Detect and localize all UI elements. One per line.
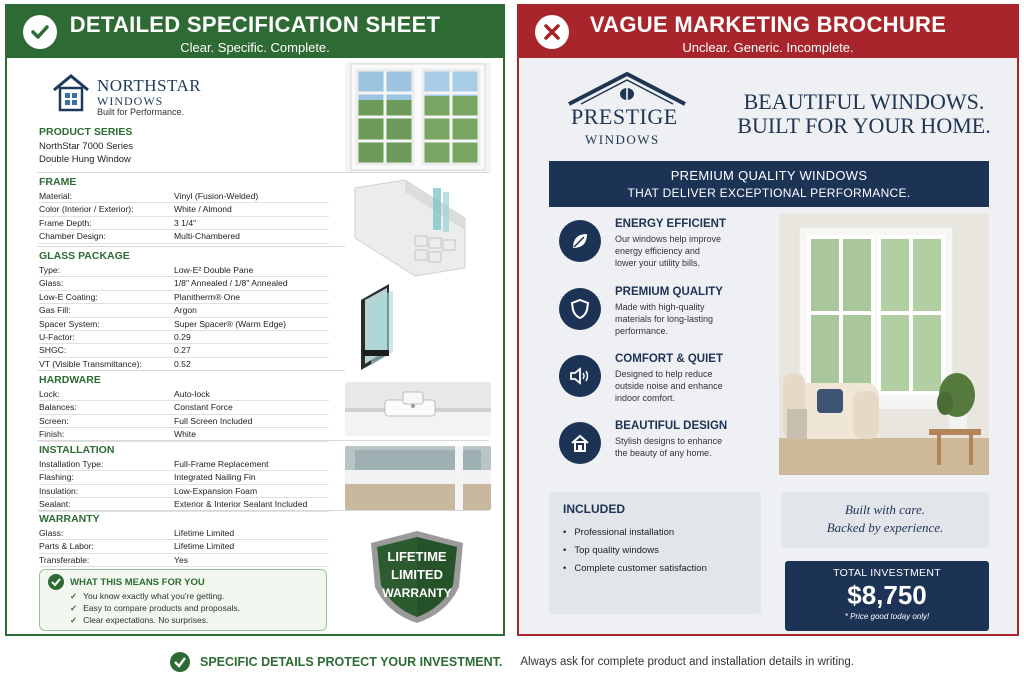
spec-value: 0.52: [174, 358, 191, 369]
check-icon: ✓: [70, 603, 78, 613]
spec-value: 0.29: [174, 332, 191, 343]
means-item-text: You know exactly what you're getting.: [83, 591, 225, 601]
spec-row: [39, 203, 329, 216]
what-this-means-box: [39, 569, 327, 631]
spec-value: Vinyl (Fusion-Welded): [174, 191, 259, 201]
spec-key: Chamber Design:: [39, 231, 106, 242]
brochure-banner: [519, 6, 1017, 58]
headline-line-2: BUILT FOR YOUR HOME.: [737, 113, 991, 138]
spec-key: Screen:: [39, 415, 69, 426]
spec-value: Lifetime Limited: [174, 541, 235, 552]
living-room-photo: [779, 213, 989, 475]
section-heading: HARDWARE: [39, 374, 101, 386]
spec-key: Installation Type:: [39, 459, 104, 469]
spec-key: Type:: [39, 265, 61, 275]
spec-value: White / Almond: [174, 204, 232, 215]
spec-row: [39, 230, 329, 243]
means-item-text: Easy to compare products and proposals.: [83, 603, 240, 613]
means-item: [70, 614, 318, 626]
spec-row: [39, 527, 329, 540]
series-line-2: Double Hung Window: [39, 154, 131, 165]
spec-key: Material:: [39, 191, 72, 201]
spec-key: Frame Depth:: [39, 217, 92, 228]
spec-row: [39, 554, 329, 567]
feature-title: COMFORT & QUIET: [615, 353, 723, 365]
means-item-text: Clear expectations. No surprises.: [83, 615, 209, 625]
feature-text-line: Stylish designs to enhance: [615, 436, 723, 446]
spec-row: [39, 540, 329, 553]
premium-bar-line-2: THAT DELIVER EXCEPTIONAL PERFORMANCE.: [627, 186, 911, 200]
spec-section-warranty: [39, 513, 329, 567]
spec-section-hardware: [39, 374, 329, 442]
spec-value: Lifetime Limited: [174, 528, 235, 538]
spec-section-installation: [39, 444, 329, 512]
spec-key: Low-E Coating:: [39, 291, 98, 302]
spec-key: Balances:: [39, 402, 77, 413]
care-line-2: Backed by experience.: [826, 520, 944, 535]
spec-row: [39, 190, 329, 203]
spec-value: Full Screen Included: [174, 415, 253, 426]
spec-row: [39, 291, 329, 304]
means-item: [70, 602, 318, 614]
feature-item: [559, 353, 779, 404]
means-item: [70, 590, 318, 602]
spec-row: [39, 264, 329, 277]
spec-row: [39, 304, 329, 317]
check-circle-icon: [48, 574, 64, 590]
brand-name: NORTHSTAR: [97, 76, 202, 95]
means-heading: WHAT THIS MEANS FOR YOU: [70, 576, 205, 588]
included-heading: INCLUDED: [563, 502, 625, 516]
spec-key: Glass:: [39, 278, 64, 289]
spec-value: Full-Frame Replacement: [174, 459, 269, 469]
spec-row: [39, 344, 329, 357]
brand-tagline: Built for Performance.: [97, 107, 185, 117]
banner-subtitle: Unclear. Generic. Incomplete.: [682, 40, 854, 55]
spec-value: Integrated Nailing Fin: [174, 472, 256, 483]
feature-text-line: outside noise and enhance: [615, 381, 723, 391]
spec-key: VT (Visible Transmittance):: [39, 358, 142, 369]
feature-text: [615, 301, 779, 337]
check-circle-icon: [170, 652, 190, 672]
spec-value: Exterior & Interior Sealant Included: [174, 499, 308, 510]
feature-item: [559, 286, 779, 337]
product-series-heading: PRODUCT SERIES: [39, 126, 133, 138]
spec-section-frame: [39, 176, 329, 244]
included-box: [549, 492, 761, 614]
installed-window-image: [345, 446, 491, 510]
brand-sub: WINDOWS: [97, 94, 164, 108]
spec-key: Transferable:: [39, 554, 90, 565]
divider: [37, 440, 489, 441]
spec-sheet-banner: [7, 6, 503, 58]
spec-key: Glass:: [39, 528, 64, 538]
brochure-panel: [517, 4, 1019, 636]
check-icon: ✓: [70, 591, 78, 601]
section-heading: INSTALLATION: [39, 444, 115, 456]
check-icon: ✓: [70, 615, 78, 625]
spec-value: Yes: [174, 554, 189, 565]
spec-row: [39, 217, 329, 230]
speaker-icon: [559, 355, 601, 397]
feature-text: [615, 435, 779, 459]
included-item: • Professional installation: [563, 524, 747, 542]
total-amount: $8,750: [847, 580, 927, 610]
series-line-1: NorthStar 7000 Series: [39, 141, 133, 152]
frame-profile-image: [345, 178, 491, 278]
total-note: * Price good today only!: [844, 612, 930, 621]
glass-section-image: [345, 280, 491, 374]
x-icon: [535, 15, 569, 49]
premium-bar-line-1: PREMIUM QUALITY WINDOWS: [670, 168, 868, 183]
feature-item: [559, 218, 779, 269]
feature-text: [615, 368, 779, 404]
feature-text: [615, 233, 779, 269]
feature-item: [559, 420, 779, 459]
spec-sheet-panel: [5, 4, 505, 636]
spec-value: White: [174, 429, 196, 440]
section-heading: FRAME: [39, 176, 77, 188]
care-line-1: Built with care.: [844, 502, 926, 517]
shield-icon: [559, 288, 601, 330]
spec-value: Low-E² Double Pane: [174, 265, 254, 275]
spec-key: Parts & Labor:: [39, 541, 94, 552]
home-icon: [559, 422, 601, 464]
banner-title: VAGUE MARKETING BROCHURE: [589, 12, 947, 37]
spec-row: [39, 318, 329, 331]
spec-key: Finish:: [39, 429, 65, 440]
footer-strong-text: SPECIFIC DETAILS PROTECT YOUR INVESTMENT.: [199, 655, 503, 669]
feature-text-line: performance.: [615, 326, 669, 336]
spec-value: Constant Force: [174, 402, 233, 413]
feature-text-line: Our windows help improve: [615, 234, 722, 244]
spec-row: [39, 485, 329, 498]
roof-logo-icon: [567, 70, 687, 106]
feature-text-line: indoor comfort.: [615, 393, 676, 403]
feature-text-line: the beauty of any home.: [615, 448, 712, 458]
feature-text-line: Made with high-quality: [615, 302, 705, 312]
section-heading: GLASS PACKAGE: [39, 250, 130, 262]
spec-row: [39, 388, 329, 401]
feature-title: ENERGY EFFICIENT: [615, 218, 726, 230]
total-investment-box: [785, 561, 989, 631]
headline-line-1: BEAUTIFUL WINDOWS.: [743, 89, 985, 114]
spec-value: Argon: [174, 305, 197, 316]
brand-name: PRESTIGE: [571, 104, 678, 129]
feature-title: BEAUTIFUL DESIGN: [615, 420, 728, 432]
divider: [37, 172, 489, 173]
lock-hardware-image: [345, 382, 491, 436]
spec-value: Low-Expansion Foam: [174, 485, 258, 496]
product-series: [39, 126, 329, 166]
included-item: • Top quality windows: [563, 542, 747, 560]
spec-key: SHGC:: [39, 345, 67, 356]
check-icon: [23, 15, 57, 49]
leaf-icon: [559, 220, 601, 262]
spec-value: Auto-lock: [174, 389, 210, 399]
spec-value: 1/8" Annealed / 1/8" Annealed: [174, 278, 288, 289]
spec-section-glass: [39, 250, 329, 371]
window-photo: [345, 62, 491, 172]
spec-row: [39, 277, 329, 290]
footer-text: Always ask for complete product and installation details in writing.: [520, 656, 854, 668]
feature-text-line: materials for long-lasting: [615, 314, 714, 324]
spec-value: Multi-Chambered: [174, 231, 240, 242]
brand-sub: WINDOWS: [585, 132, 660, 147]
banner-title: DETAILED SPECIFICATION SHEET: [69, 12, 441, 37]
divider: [37, 510, 489, 511]
feature-text-line: lower your utility bills.: [615, 258, 701, 268]
feature-text-line: Designed to help reduce: [615, 369, 713, 379]
means-heading-row: [48, 574, 318, 590]
spec-row: [39, 401, 329, 414]
spec-value: 3 1/4": [174, 217, 197, 228]
spec-value: Super Spacer® (Warm Edge): [174, 318, 287, 329]
warranty-shield-icon: [367, 529, 467, 625]
spec-key: Gas Fill:: [39, 305, 71, 316]
included-item: • Complete customer satisfaction: [563, 560, 747, 578]
spec-key: Spacer System:: [39, 318, 100, 329]
footer: [0, 647, 1024, 677]
spec-key: U-Factor:: [39, 332, 75, 343]
feature-text-line: energy efficiency and: [615, 246, 700, 256]
spec-key: Sealant:: [39, 499, 71, 510]
total-label: TOTAL INVESTMENT: [833, 567, 941, 579]
premium-bar: [549, 161, 989, 207]
shield-line-2: LIMITED: [391, 567, 443, 582]
headline: [733, 90, 995, 138]
spec-row: [39, 471, 329, 484]
feature-title: PREMIUM QUALITY: [615, 286, 723, 298]
spec-key: Color (Interior / Exterior):: [39, 204, 134, 215]
spec-key: Flashing:: [39, 472, 74, 483]
built-with-care-box: [781, 492, 989, 548]
section-heading: WARRANTY: [39, 513, 100, 525]
house-logo-icon: [51, 72, 91, 112]
spec-row: [39, 331, 329, 344]
spec-value: 0.27: [174, 345, 191, 356]
spec-key: Insulation:: [39, 485, 79, 496]
spec-row: [39, 415, 329, 428]
shield-line-1: LIFETIME: [387, 549, 447, 564]
shield-line-3: WARRANTY: [382, 586, 452, 600]
spec-value: Planitherm® One: [174, 291, 241, 302]
banner-subtitle: Clear. Specific. Complete.: [180, 40, 330, 55]
spec-row: [39, 458, 329, 471]
spec-key: Lock:: [39, 389, 60, 399]
